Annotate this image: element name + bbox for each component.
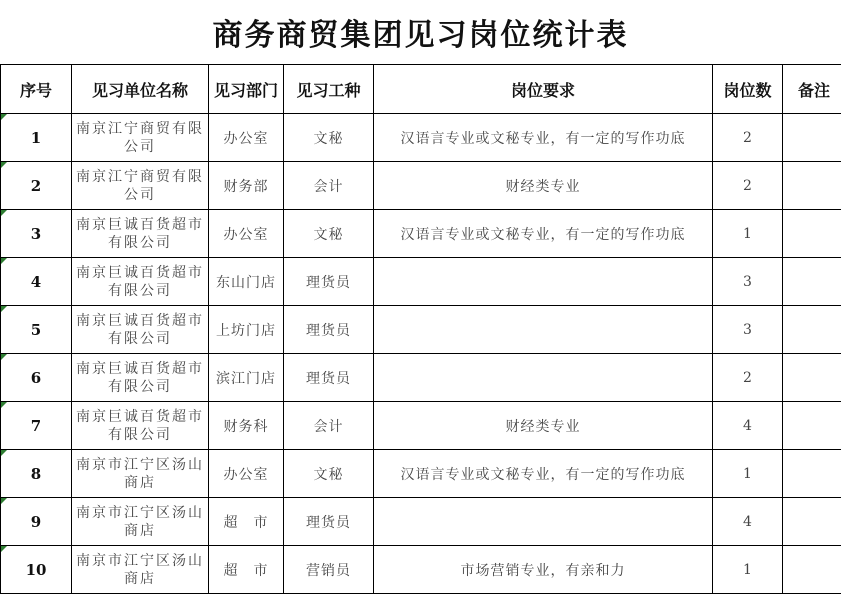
cell-unit-name[interactable]: 南京江宁商贸有限公司 [72,114,209,162]
table-row [1,162,841,210]
cell-index[interactable]: 6 [1,354,72,402]
cell-unit-name[interactable]: 南京巨诚百货超市有限公司 [72,402,209,450]
cell-job-type[interactable]: 理货员 [284,306,374,354]
header-position-count[interactable]: 岗位数 [713,65,783,114]
cell-department[interactable]: 超 市 [209,546,284,594]
cell-job-type[interactable]: 营销员 [284,546,374,594]
page-title: 商务商贸集团见习岗位统计表 [212,18,629,53]
cell-requirements[interactable]: 汉语言专业或文秘专业，有一定的写作功底 [374,210,713,258]
cell-department[interactable]: 上坊门店 [209,306,284,354]
cell-unit-name[interactable]: 南京巨诚百货超市有限公司 [72,354,209,402]
cell-job-type[interactable]: 理货员 [284,498,374,546]
cell-position-count[interactable]: 2 [713,162,783,210]
table-row [1,258,841,306]
cell-index[interactable]: 4 [1,258,72,306]
cell-job-type[interactable]: 文秘 [284,114,374,162]
cell-requirements[interactable] [374,306,713,354]
cell-index[interactable]: 10 [1,546,72,594]
cell-unit-name[interactable]: 南京江宁商贸有限公司 [72,162,209,210]
table-row [1,402,841,450]
cell-index[interactable]: 1 [1,114,72,162]
cell-department[interactable]: 财务科 [209,402,284,450]
cell-department[interactable]: 东山门店 [209,258,284,306]
cell-requirements[interactable]: 财经类专业 [374,402,713,450]
cell-unit-name[interactable]: 南京市江宁区汤山商店 [72,546,209,594]
cell-index[interactable]: 9 [1,498,72,546]
cell-department[interactable]: 滨江门店 [209,354,284,402]
cell-index[interactable]: 7 [1,402,72,450]
table-row [1,114,841,162]
cell-unit-name[interactable]: 南京市江宁区汤山商店 [72,498,209,546]
header-department[interactable]: 见习部门 [209,65,284,114]
table-row [1,450,841,498]
header-notes[interactable]: 备注 [783,65,841,114]
cell-requirements[interactable] [374,354,713,402]
table-row [1,354,841,402]
cell-index[interactable]: 3 [1,210,72,258]
cell-department[interactable]: 办公室 [209,114,284,162]
cell-unit-name[interactable]: 南京巨诚百货超市有限公司 [72,210,209,258]
cell-requirements[interactable]: 财经类专业 [374,162,713,210]
cell-unit-name[interactable]: 南京巨诚百货超市有限公司 [72,306,209,354]
cell-job-type[interactable]: 理货员 [284,354,374,402]
cell-position-count[interactable]: 2 [713,114,783,162]
cell-position-count[interactable]: 4 [713,402,783,450]
cell-position-count[interactable]: 2 [713,354,783,402]
cell-position-count[interactable]: 3 [713,258,783,306]
cell-requirements[interactable] [374,498,713,546]
cell-notes[interactable] [783,162,841,210]
cell-position-count[interactable]: 1 [713,450,783,498]
cell-department[interactable]: 办公室 [209,210,284,258]
header-unit-name[interactable]: 见习单位名称 [72,65,209,114]
table-row [1,498,841,546]
cell-notes[interactable] [783,210,841,258]
cell-requirements[interactable]: 汉语言专业或文秘专业，有一定的写作功底 [374,450,713,498]
cell-department[interactable]: 办公室 [209,450,284,498]
cell-job-type[interactable]: 文秘 [284,210,374,258]
cell-notes[interactable] [783,306,841,354]
header-job-type[interactable]: 见习工种 [284,65,374,114]
cell-job-type[interactable]: 理货员 [284,258,374,306]
cell-position-count[interactable]: 4 [713,498,783,546]
cell-department[interactable]: 财务部 [209,162,284,210]
cell-notes[interactable] [783,498,841,546]
internship-table [0,64,841,594]
cell-position-count[interactable]: 1 [713,210,783,258]
cell-requirements[interactable]: 汉语言专业或文秘专业，有一定的写作功底 [374,114,713,162]
cell-position-count[interactable]: 3 [713,306,783,354]
cell-notes[interactable] [783,450,841,498]
cell-notes[interactable] [783,402,841,450]
header-index[interactable]: 序号 [1,65,72,114]
header-row [1,65,841,114]
cell-position-count[interactable]: 1 [713,546,783,594]
cell-notes[interactable] [783,114,841,162]
table-row [1,546,841,594]
cell-index[interactable]: 8 [1,450,72,498]
cell-index[interactable]: 2 [1,162,72,210]
cell-unit-name[interactable]: 南京巨诚百货超市有限公司 [72,258,209,306]
cell-job-type[interactable]: 会计 [284,162,374,210]
cell-index[interactable]: 5 [1,306,72,354]
cell-job-type[interactable]: 会计 [284,402,374,450]
table-row [1,306,841,354]
cell-notes[interactable] [783,546,841,594]
header-requirements[interactable]: 岗位要求 [374,65,713,114]
cell-unit-name[interactable]: 南京市江宁区汤山商店 [72,450,209,498]
cell-requirements[interactable]: 市场营销专业，有亲和力 [374,546,713,594]
table-row [1,210,841,258]
cell-notes[interactable] [783,258,841,306]
cell-department[interactable]: 超 市 [209,498,284,546]
cell-job-type[interactable]: 文秘 [284,450,374,498]
cell-notes[interactable] [783,354,841,402]
cell-requirements[interactable] [374,258,713,306]
